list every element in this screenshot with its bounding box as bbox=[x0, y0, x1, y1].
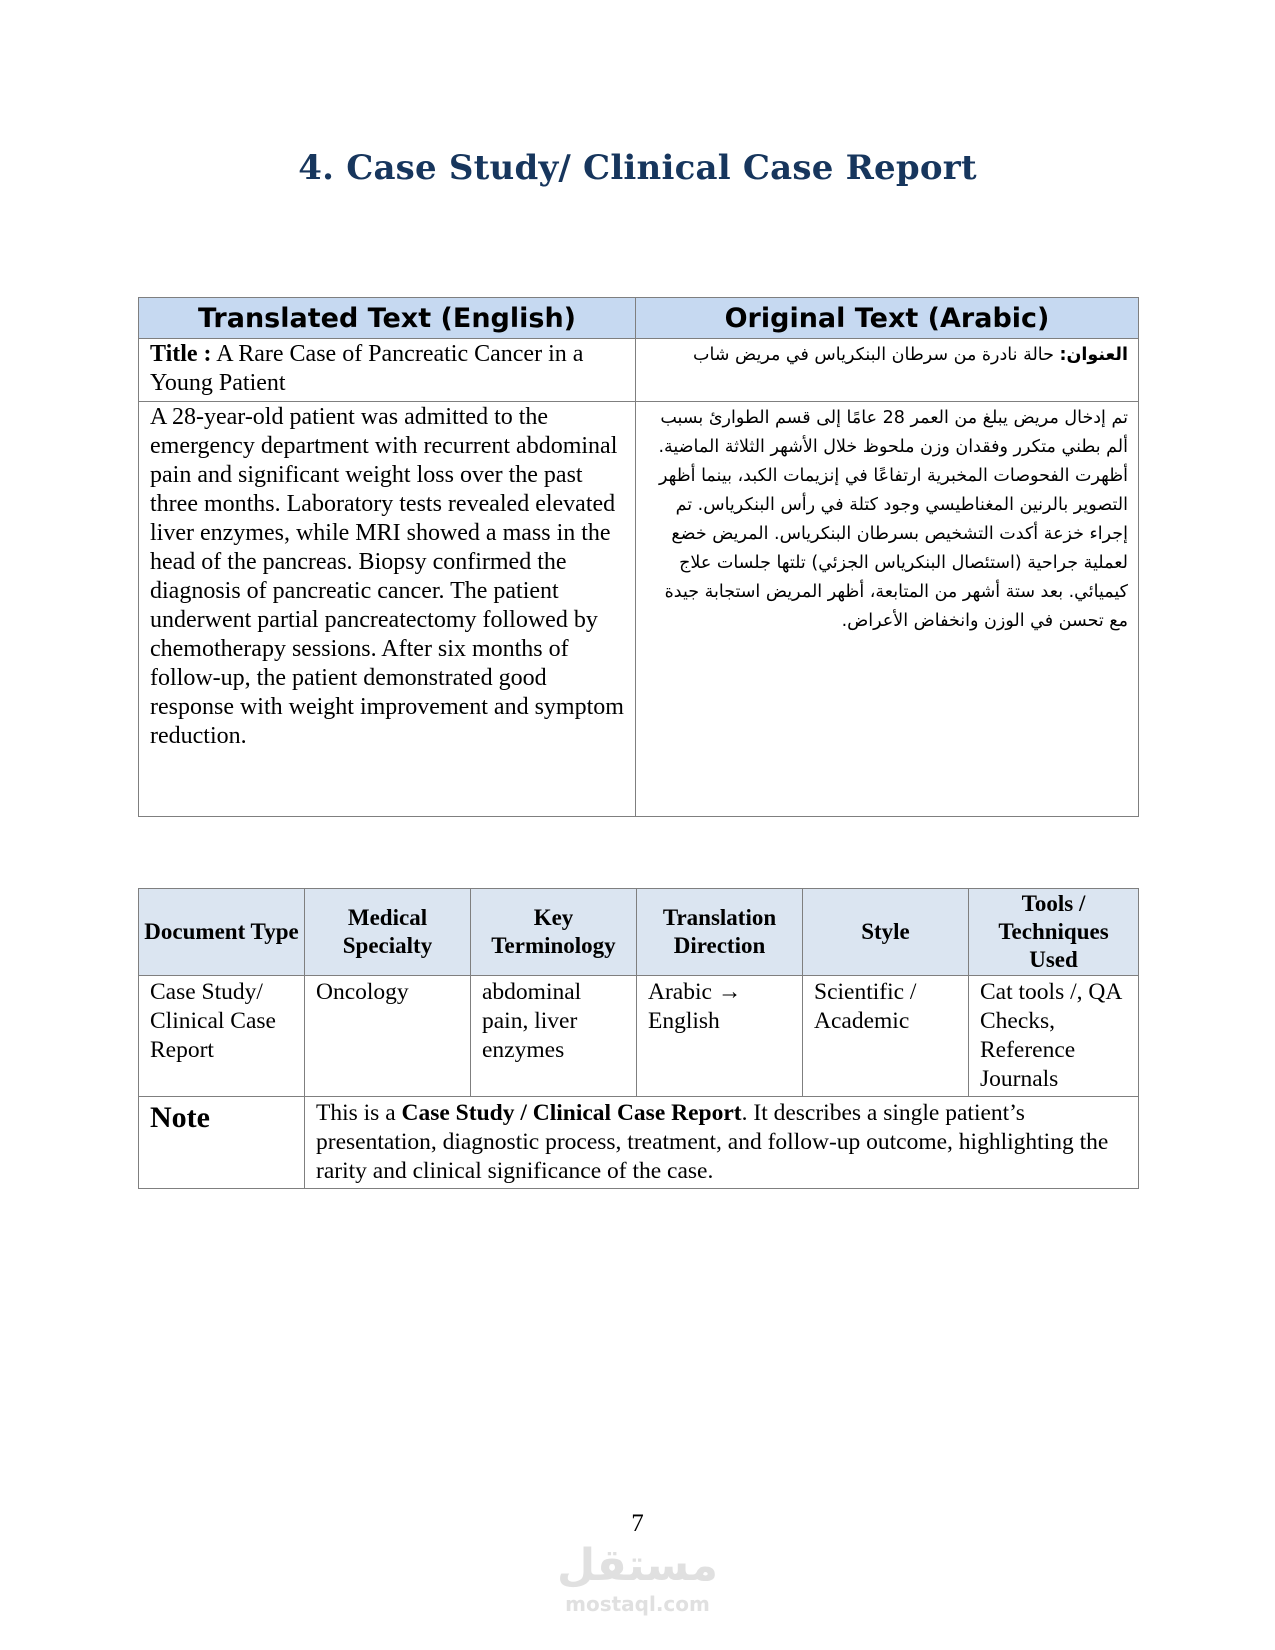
note-text bbox=[305, 1097, 1139, 1189]
header-translated-english: Translated Text (English) bbox=[139, 298, 636, 339]
cell-translation-direction: Arabic → English bbox=[637, 976, 803, 1097]
body-row bbox=[139, 402, 1139, 817]
watermark-english: mostaql.com bbox=[565, 1592, 710, 1616]
watermark-logo bbox=[0, 1540, 1275, 1616]
cell-document-type: Case Study/ Clinical Case Report bbox=[139, 976, 305, 1097]
english-title-label: Title : bbox=[150, 341, 212, 367]
arabic-title-label: العنوان: bbox=[1059, 345, 1128, 365]
summary-data-row bbox=[139, 976, 1139, 1097]
arabic-title-text: حالة نادرة من سرطان البنكرياس في مريض شاب bbox=[692, 345, 1060, 365]
page-title: 4. Case Study/ Clinical Case Report bbox=[298, 148, 977, 188]
note-text-before: This is a bbox=[316, 1100, 402, 1126]
header-translation-direction: Translation Direction bbox=[637, 889, 803, 976]
header-key-terminology: Key Terminology bbox=[471, 889, 637, 976]
header-document-type: Document Type bbox=[139, 889, 305, 976]
note-row bbox=[139, 1097, 1139, 1189]
english-title-text: A Rare Case of Pancreatic Cancer in a Young Patient bbox=[150, 341, 584, 396]
header-tools: Tools / Techniques Used bbox=[969, 889, 1139, 976]
page-number: 7 bbox=[631, 1510, 644, 1537]
summary-header-row bbox=[139, 889, 1139, 976]
note-text-after: . It describes a single patient’s presentation, diagnostic process, treatment, and follow-up outcome, highlighting the rarity and clinical significance of the case. bbox=[316, 1100, 1109, 1184]
note-label: Note bbox=[139, 1097, 305, 1189]
cell-tools: Cat tools /, QA Checks, Reference Journals bbox=[969, 976, 1139, 1097]
arabic-title-cell bbox=[636, 339, 1139, 402]
translation-table-header-row bbox=[139, 298, 1139, 339]
cell-key-terminology: abdominal pain, liver enzymes bbox=[471, 976, 637, 1097]
translation-table bbox=[138, 297, 1139, 817]
header-original-arabic: Original Text (Arabic) bbox=[636, 298, 1139, 339]
arabic-body-text: تم إدخال مريض يبلغ من العمر 28 عامًا إلى قسم الطوارئ بسبب ألم بطني متكرر وفقدان وزن ملحوظ خلال الأشهر الثلاثة الماضية. أظهرت الفحوصات المخبرية ارتفاعًا في إنزيمات الكبد، بينما أظهر التصوير بالرنين المغناطيسي وجود كتلة في رأس البنكرياس. تم إجراء خزعة أكدت التشخيص بسرطان البنكرياس. المريض خضع لعملية جراحية (استئصال البنكرياس الجزئي) تلتها جلسات علاج كيميائي. بعد ستة أشهر من المتابعة، أظهر المريض استجابة جيدة مع تحسن في الوزن وانخفاض الأعراض. bbox=[636, 402, 1139, 817]
cell-medical-specialty: Oncology bbox=[305, 976, 471, 1097]
header-style: Style bbox=[803, 889, 969, 976]
watermark-arabic: مستقل bbox=[557, 1540, 718, 1591]
english-title-cell bbox=[139, 339, 636, 402]
cell-style: Scientific / Academic bbox=[803, 976, 969, 1097]
summary-table bbox=[138, 888, 1139, 1189]
title-row bbox=[139, 339, 1139, 402]
english-body-text: A 28-year-old patient was admitted to the emergency department with recurrent abdominal pain and significant weight loss over the past three months. Laboratory tests revealed elevated liver enzymes, while MRI showed a mass in the head of the pancreas. Biopsy confirmed the diagnosis of pancreatic cancer. The patient underwent partial pancreatectomy followed by chemotherapy sessions. After six months of follow-up, the patient demonstrated good response with weight improvement and symptom reduction. bbox=[139, 402, 636, 817]
note-text-bold: Case Study / Clinical Case Report bbox=[401, 1100, 742, 1126]
header-medical-specialty: Medical Specialty bbox=[305, 889, 471, 976]
